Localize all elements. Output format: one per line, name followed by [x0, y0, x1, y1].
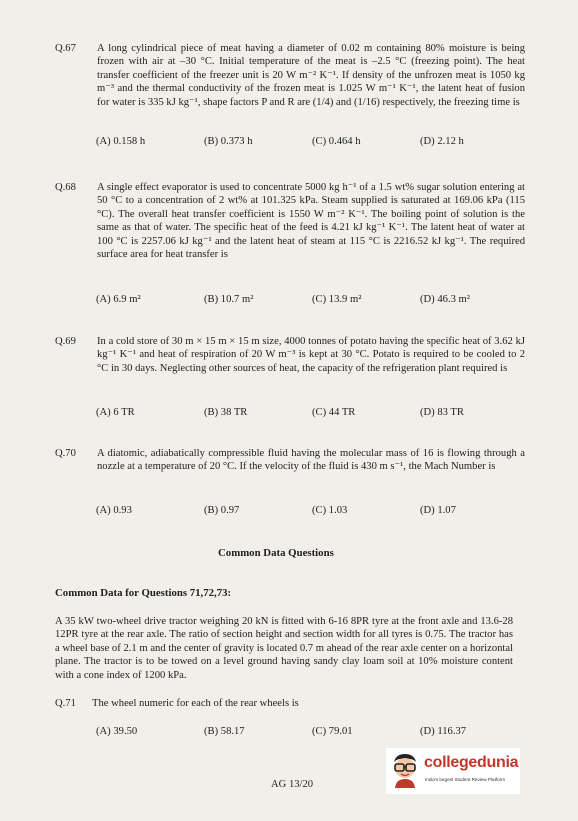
- question-text: A long cylindrical piece of meat having a diameter of 0.02 m containing 80% moisture is being frozen with air at –30 °C. Initial temperature of the meat is –2.5 °C (freezing point). The heat transfer coefficient of the freezer unit is 20 W m⁻² K⁻¹. If density of the unfrozen meat is 1050 kg m⁻³ and the thermal conductivity of the frozen meat is 1.025 W m⁻¹ K⁻¹, the latent heat of fusion for water is 335 kJ kg⁻¹, shape factors P and R are (1/4) and (1/16) respectively, the freezing time is: [97, 43, 525, 108]
- question-70: [55, 447, 525, 474]
- option-d: (D) 116.37: [420, 726, 467, 737]
- logo-tagline: India's largest Student Review Platform: [425, 777, 506, 782]
- common-data-subheading: Common Data for Questions 71,72,73:: [55, 587, 232, 599]
- collegedunia-logo: [386, 748, 520, 794]
- option-b: (B) 38 TR: [204, 407, 248, 418]
- option-c: (C) 79.01: [312, 726, 353, 737]
- question-69: [55, 335, 525, 375]
- question-67: [55, 42, 525, 109]
- option-b: (B) 0.97: [204, 505, 240, 516]
- question-number: Q.69: [55, 336, 76, 347]
- option-d: (D) 83 TR: [420, 407, 464, 418]
- option-d: (D) 1.07: [420, 505, 456, 516]
- option-c: (C) 0.464 h: [312, 136, 361, 147]
- logo-wordmark: collegedunia: [424, 754, 519, 771]
- option-b: (B) 10.7 m²: [204, 294, 254, 305]
- question-number: Q.71: [55, 698, 76, 709]
- question-text: The wheel numeric for each of the rear wheels is: [92, 698, 299, 709]
- student-mascot-icon: [390, 752, 420, 788]
- common-data-paragraph: A 35 kW two-wheel drive tractor weighing 20 kN is fitted with 6-16 8PR tyre at the front axle and 13.6-28 12PR tyre at the rear axle. The ratio of section height and section width for all tyres is 0.75. The tractor has a wheel base of 2.1 m and the center of gravity is located 0.7 m ahead of the rear axle center on a horizontal plane. The tractor is to be towed on a level ground having sandy clay loam soil at 10% moisture content with a cone index of 1200 kPa.: [55, 616, 513, 681]
- question-68: [55, 181, 525, 261]
- option-d: (D) 2.12 h: [420, 136, 464, 147]
- question-number: Q.68: [55, 182, 76, 193]
- page-footer: AG 13/20: [271, 779, 314, 790]
- option-c: (C) 13.9 m²: [312, 294, 362, 305]
- question-text: In a cold store of 30 m × 15 m × 15 m size, 4000 tonnes of potato having the specific heat of 3.62 kJ kg⁻¹ K⁻¹ and heat of respiration of 20 W m⁻³ is kept at 30 °C. Potato is required to be cooled to 2 °C in 30 days. Neglecting other sources of heat, the capacity of the refrigeration plant required is: [97, 336, 525, 374]
- question-text: A diatomic, adiabatically compressible fluid having the molecular mass of 16 is flowing through a nozzle at a temperature of 20 °C. If the velocity of the fluid is 430 m s⁻¹, the Mach Number is: [97, 448, 525, 473]
- option-c: (C) 1.03: [312, 505, 348, 516]
- option-d: (D) 46.3 m²: [420, 294, 470, 305]
- common-data-heading: Common Data Questions: [218, 547, 334, 559]
- option-b: (B) 0.373 h: [204, 136, 253, 147]
- option-a: (A) 6.9 m²: [96, 294, 141, 305]
- option-a: (A) 0.158 h: [96, 136, 146, 147]
- question-71: [55, 697, 525, 710]
- option-a: (A) 0.93: [96, 505, 132, 516]
- option-c: (C) 44 TR: [312, 407, 356, 418]
- option-b: (B) 58.17: [204, 726, 245, 737]
- option-a: (A) 6 TR: [96, 407, 135, 418]
- question-number: Q.67: [55, 43, 76, 54]
- option-a: (A) 39.50: [96, 726, 138, 737]
- question-number: Q.70: [55, 448, 76, 459]
- question-text: A single effect evaporator is used to concentrate 5000 kg h⁻¹ of a 1.5 wt% sugar solution entering at 50 °C to a concentration of 2 wt% at 101.325 kPa. Steam supplied is saturated at 169.06 kPa (115 °C). The overall heat transfer coefficient is 1550 W m⁻² K⁻¹. The boiling point of solution is the same as that of water. The specific heat of the feed is 4.21 kJ kg⁻¹ K⁻¹. The latent heat of water at 100 °C is 2257.06 kJ kg⁻¹ and the latent heat of steam at 115 °C is 2216.52 kJ kg⁻¹. The required surface area for heat transfer is: [97, 182, 525, 261]
